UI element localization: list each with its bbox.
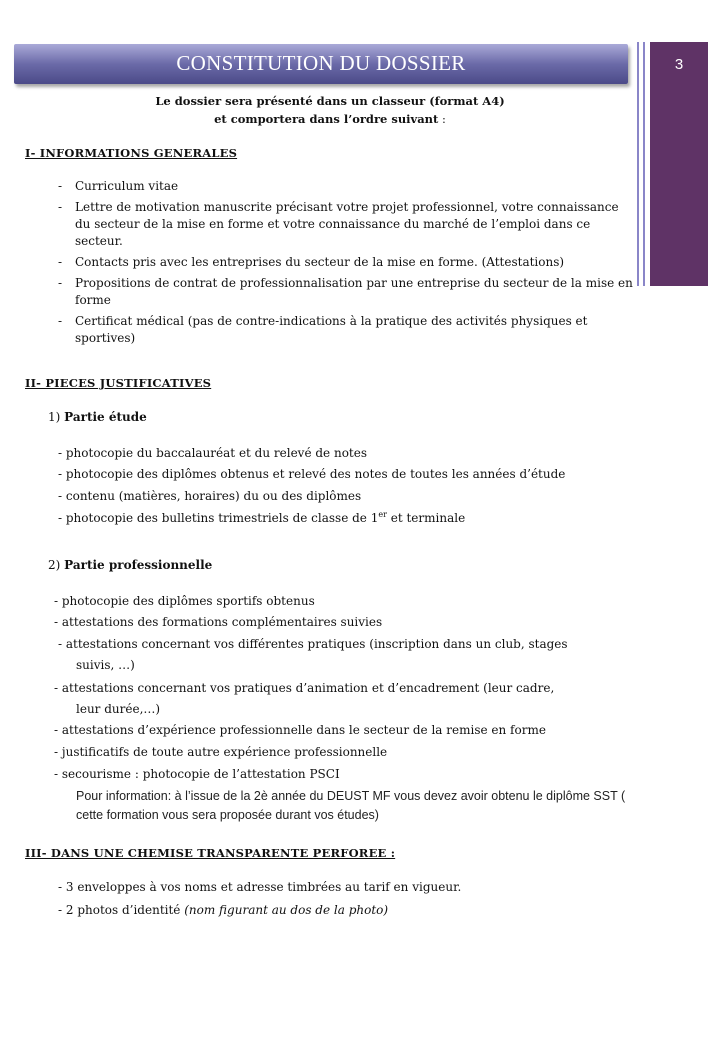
decorative-vertical-line bbox=[637, 42, 639, 286]
page-number: 3 bbox=[674, 56, 684, 73]
list-item-text: et terminale bbox=[386, 511, 466, 525]
side-color-panel bbox=[650, 42, 708, 286]
list-item: - Contacts pris avec les entreprises du secteur de la mise en forme. (Attestations) bbox=[58, 255, 565, 269]
list-item: - attestations concernant vos différentes pratiques (inscription dans un club, stages bbox=[58, 637, 568, 651]
list-item-italic-text: (nom figurant au dos de la photo) bbox=[184, 903, 389, 917]
part-2-heading bbox=[48, 558, 212, 572]
page-title: CONSTITUTION DU DOSSIER bbox=[176, 51, 466, 75]
list-item: - justificatifs de toute autre expérience professionnelle bbox=[54, 745, 388, 759]
part-1-heading bbox=[48, 410, 147, 424]
intro-line-2 bbox=[0, 112, 660, 126]
list-item-text: Certificat médical (pas de contre-indications à la pratique des activités physiques et sportives) bbox=[75, 314, 588, 345]
list-item-text: Lettre de motivation manuscrite précisant votre projet professionnel, votre connaissance du secteur de la mise en forme et votre connaissance du marché de l’emploi dans ce secteur. bbox=[75, 200, 619, 248]
section-1-heading: I- INFORMATIONS GENERALES bbox=[25, 146, 238, 160]
list-item-text: Curriculum vitae bbox=[75, 179, 179, 193]
list-item: - photocopie des diplômes sportifs obtenus bbox=[54, 594, 315, 608]
list-item: - Propositions de contrat de professionnalisation par une entreprise du secteur de la mise en forme bbox=[58, 276, 633, 307]
superscript: er bbox=[378, 510, 387, 519]
intro-line-1: Le dossier sera présenté dans un classeur (format A4) bbox=[155, 94, 505, 108]
intro-line-2-tail: : bbox=[438, 112, 446, 126]
list-item: - attestations des formations complémentaires suivies bbox=[54, 615, 383, 629]
intro-line-2-bold: et comportera dans l’ordre suivant bbox=[214, 112, 439, 126]
list-item: - Lettre de motivation manuscrite précisant votre projet professionnel, votre connaissance du secteur de la mise en forme et votre connaissance du marché de l’emploi dans ce secteur. bbox=[58, 200, 619, 248]
decorative-vertical-line bbox=[643, 42, 645, 286]
list-item: - secourisme : photocopie de l’attestation PSCI bbox=[54, 767, 340, 781]
list-item: - Certificat médical (pas de contre-indications à la pratique des activités physiques et sportives) bbox=[58, 314, 588, 345]
list-item: - photocopie du baccalauréat et du relevé de notes bbox=[58, 446, 368, 460]
part-2-title: Partie professionnelle bbox=[64, 558, 213, 572]
list-item: - 3 enveloppes à vos noms et adresse timbrées au tarif en vigueur. bbox=[58, 880, 462, 894]
list-item bbox=[58, 903, 388, 917]
information-note: Pour information: à l’issue de la 2è année du DEUST MF vous devez avoir obtenu le diplôme SST ( cette formation vous sera proposée durant vos études) bbox=[76, 789, 626, 822]
list-item: - photocopie des diplômes obtenus et relevé des notes de toutes les années d’étude bbox=[58, 467, 566, 481]
section-3-heading: III- DANS UNE CHEMISE TRANSPARENTE PERFOREE : bbox=[25, 846, 396, 860]
list-item: - contenu (matières, horaires) du ou des diplômes bbox=[58, 489, 362, 503]
list-item-text: - 2 photos d’identité bbox=[58, 903, 185, 917]
list-item-continuation: leur durée,…) bbox=[76, 702, 161, 716]
list-item: - Curriculum vitae bbox=[58, 179, 179, 193]
section-2-heading: II- PIECES JUSTIFICATIVES bbox=[25, 376, 212, 390]
list-item: - attestations d’expérience professionnelle dans le secteur de la remise en forme bbox=[54, 723, 546, 737]
list-item-continuation: suivis, …) bbox=[76, 658, 135, 672]
list-item-text: - photocopie des bulletins trimestriels de classe de 1 bbox=[58, 511, 379, 525]
part-2-number: 2) bbox=[48, 558, 65, 572]
part-1-title: Partie étude bbox=[64, 410, 147, 424]
part-1-number: 1) bbox=[48, 410, 65, 424]
list-item-text: Propositions de contrat de professionnalisation par une entreprise du secteur de la mise en forme bbox=[75, 276, 633, 307]
list-item: - attestations concernant vos pratiques d’animation et d’encadrement (leur cadre, bbox=[54, 681, 555, 695]
section-1-list bbox=[58, 178, 633, 351]
list-item-text: Contacts pris avec les entreprises du secteur de la mise en forme. (Attestations) bbox=[75, 255, 565, 269]
list-item bbox=[58, 510, 465, 525]
title-banner bbox=[14, 44, 628, 84]
